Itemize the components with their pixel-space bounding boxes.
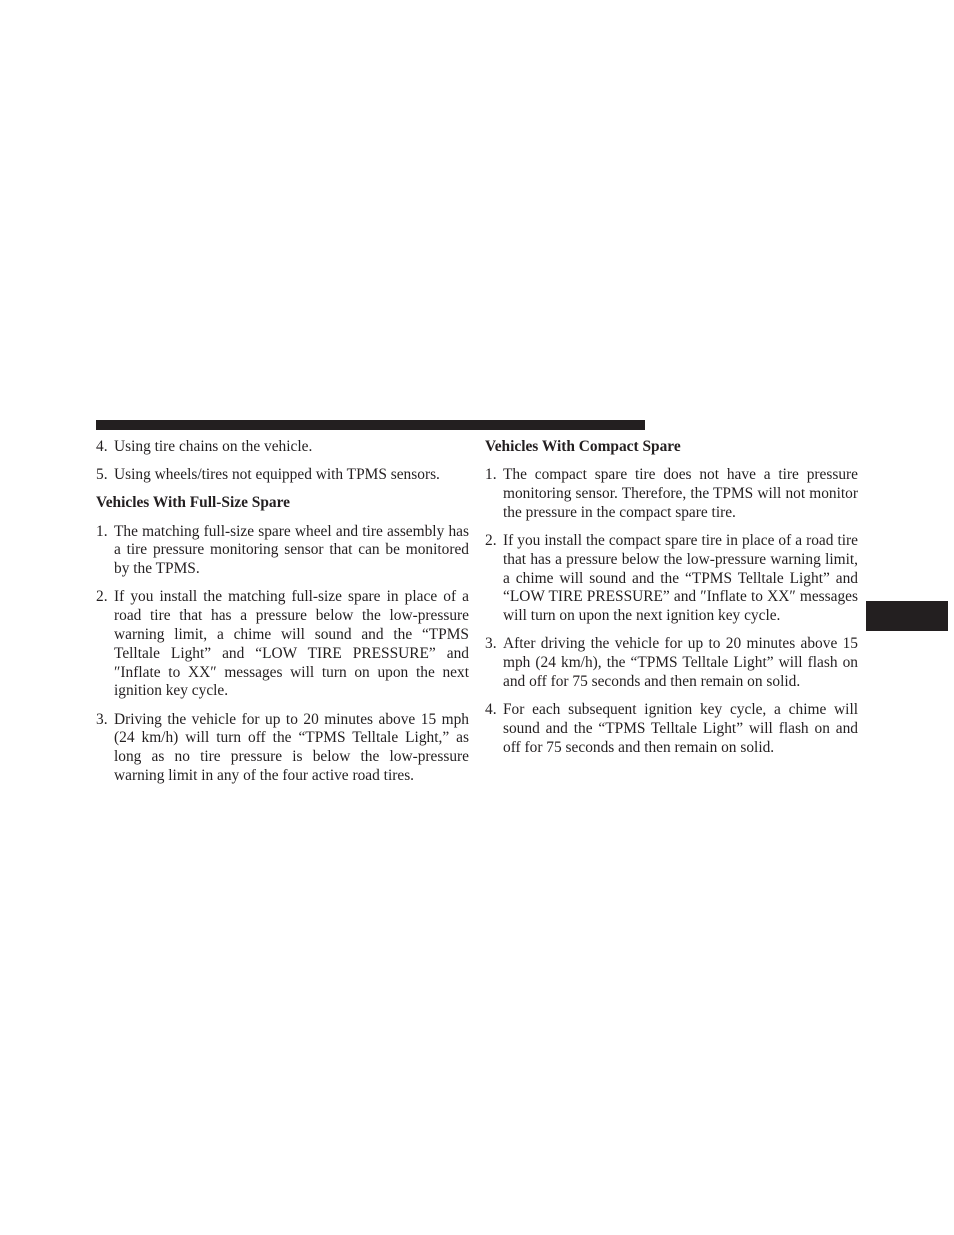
item-number: 2. xyxy=(485,531,497,549)
list-item xyxy=(485,635,858,691)
list-item xyxy=(96,711,469,786)
list-item xyxy=(485,701,858,757)
item-text: For each subsequent ignition key cycle, a chime will sound and the “TPMS Telltale Light” will flash on and off for 75 seconds and then remain on solid. xyxy=(503,701,858,756)
item-text: Using wheels/tires not equipped with TPMS sensors. xyxy=(114,466,440,484)
item-number: 1. xyxy=(96,522,108,540)
list-item xyxy=(96,466,469,485)
full-size-spare-heading: Vehicles With Full-Size Spare xyxy=(96,494,290,512)
compact-spare-heading: Vehicles With Compact Spare xyxy=(485,438,681,455)
item-number: 3. xyxy=(485,635,497,653)
item-number: 1. xyxy=(485,466,497,484)
header-rule xyxy=(96,420,645,430)
item-text: Using tire chains on the vehicle. xyxy=(114,438,313,455)
list-item xyxy=(96,523,469,579)
item-number: 4. xyxy=(485,701,497,719)
left-column xyxy=(96,438,469,795)
list-item xyxy=(485,466,858,522)
item-text: Driving the vehicle for up to 20 minutes above 15 mph (24 km/h) will turn off the “TPMS Telltale Light,” as long as no tire pressure is below the low-pressure warning limit in any of the four active road tires. xyxy=(114,710,469,784)
list-item xyxy=(485,532,858,626)
item-text: If you install the matching full-size spare in place of a road tire that has a pressure below the low-pressure warning limit, a chime will sound and the “TPMS Telltale Light” and “LOW TIRE PRESSURE” and ″Inflate to XX″ messages will turn on upon the next ignition key cycle. xyxy=(114,588,469,700)
list-item xyxy=(96,438,469,457)
item-text: If you install the compact spare tire in place of a road tire that has a pressure below the low-pressure warning limit, a chime will sound and the “TPMS Telltale Light” and “LOW TIRE PRESSURE” and ″Inflate to XX″ messages will turn on upon the next ignition key cycle. xyxy=(503,531,858,625)
item-number: 5. xyxy=(96,466,108,484)
list-item xyxy=(96,588,469,701)
item-text: The matching full-size spare wheel and tire assembly has a tire pressure monitoring sensor that can be monitored by the TPMS. xyxy=(114,522,469,578)
item-number: 4. xyxy=(96,438,108,455)
item-number: 2. xyxy=(96,588,108,606)
right-column xyxy=(485,438,858,767)
item-text: After driving the vehicle for up to 20 minutes above 15 mph (24 km/h), the “TPMS Telltale Light” will flash on and off for 75 seconds and then remain on solid. xyxy=(503,635,858,690)
section-tab xyxy=(866,601,948,631)
item-number: 3. xyxy=(96,710,108,728)
item-text: The compact spare tire does not have a tire pressure monitoring sensor. Therefore, the TPMS will not monitor the pressure in the compact spare tire. xyxy=(503,466,858,521)
